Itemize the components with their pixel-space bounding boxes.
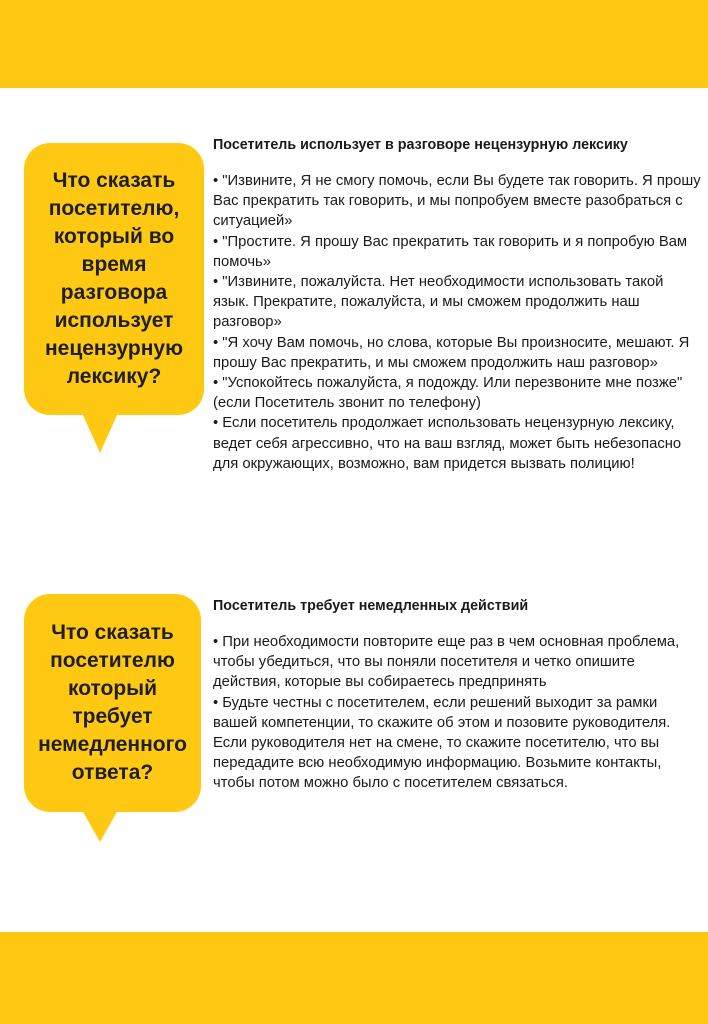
speech-bubble-tail bbox=[82, 810, 118, 842]
answer-section-urgent bbox=[213, 597, 701, 794]
question-text: Что сказать посетителю который требует немедленного ответа? bbox=[38, 621, 187, 784]
question-bubble-urgent bbox=[24, 594, 201, 812]
list-item: • Будьте честны с посетителем, если решений выходит за рамки вашей компетенции, то скажите об этом и позовите руководителя. Если руководителя нет на смене, то скажите посетителю, что вы передадите всю необходимую информацию. Возьмите контакты, чтобы потом можно было с посетителем связаться. bbox=[213, 694, 671, 792]
speech-bubble-tail bbox=[82, 413, 118, 453]
list-item: • "Извините, Я не смогу помочь, если Вы будете так говорить. Я прошу Вас прекратить так говорить, и мы попробуем вместе разобраться с ситуацией» bbox=[213, 173, 701, 230]
answer-section-profanity bbox=[213, 136, 701, 474]
section-title: Посетитель требует немедленных действий bbox=[213, 598, 529, 614]
list-item: • "Я хочу Вам помочь, но слова, которые Вы произносите, мешают. Я прошу Вас прекратить, и мы сможем продолжить наш разговор» bbox=[213, 334, 690, 371]
section-title: Посетитель использует в разговоре нецензурную лексику bbox=[213, 137, 628, 153]
list-item: • Если посетитель продолжает использовать нецензурную лексику, ведет себя агрессивно, что на ваш взгляд, может быть небезопасно для окружающих, возможно, вам придется вызвать полицию! bbox=[213, 415, 682, 472]
question-bubble-profanity bbox=[24, 143, 204, 415]
bottom-banner bbox=[0, 932, 708, 1024]
list-item: • "Извините, пожалуйста. Нет необходимости использовать такой язык. Прекратите, пожалуйста, и мы сможем продолжить наш разговор» bbox=[213, 274, 664, 331]
top-banner bbox=[0, 0, 708, 88]
question-text: Что сказать посетителю, который во время разговора использует нецензурную лексику? bbox=[44, 169, 184, 388]
list-item: • "Простите. Я прошу Вас прекратить так говорить и я попробую Вам помочь» bbox=[213, 233, 688, 270]
list-item: • При необходимости повторите еще раз в чем основная проблема, чтобы убедиться, что вы поняли посетителя и четко опишите действия, которые вы собираетесь предпринять bbox=[213, 634, 680, 691]
list-item: • "Успокойтесь пожалуйста, я подожду. Или перезвоните мне позже" (если Посетитель звонит по телефону) bbox=[213, 375, 683, 412]
